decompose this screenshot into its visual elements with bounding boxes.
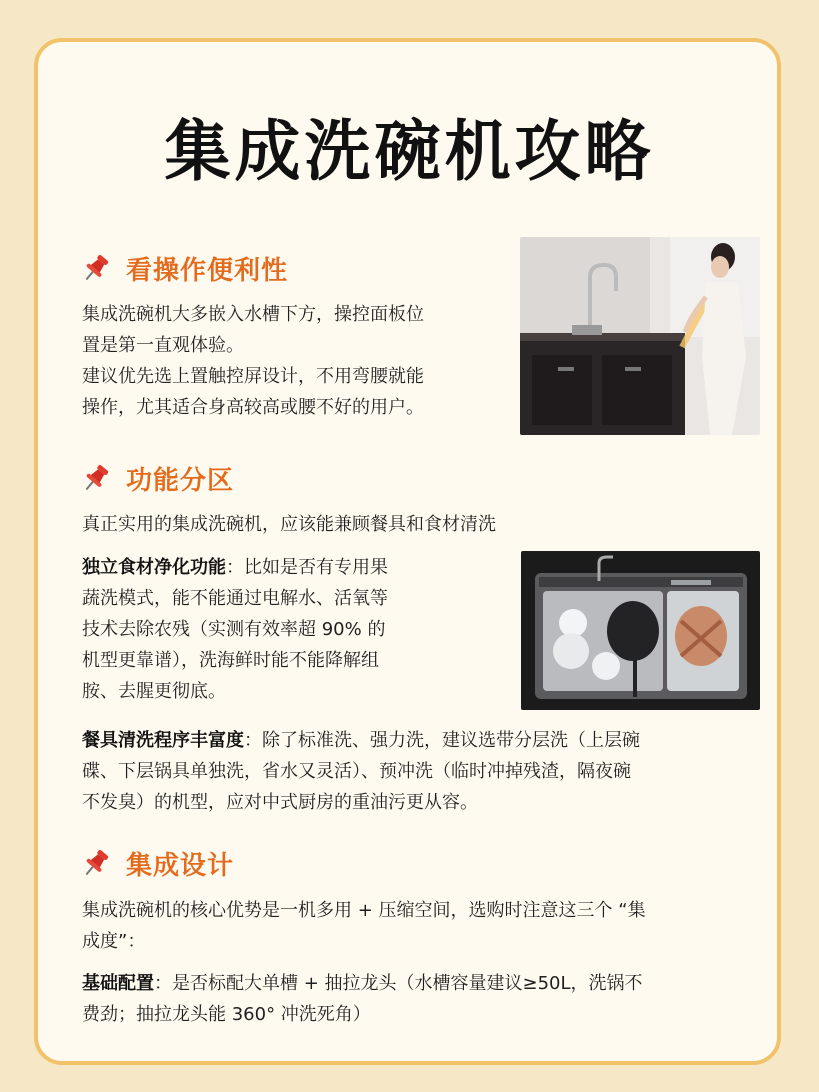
feature-label: 基础配置 bbox=[82, 973, 154, 994]
section-header-zones bbox=[80, 460, 234, 496]
text-line: 操作，尤其适合身高较高或腰不好的用户。 bbox=[82, 397, 424, 418]
section-intro: 真正实用的集成洗碗机，应该能兼顾餐具和食材清洗 bbox=[82, 514, 496, 535]
section-text bbox=[82, 299, 424, 423]
text-line: 集成洗碗机大多嵌入水槽下方，操控面板位 bbox=[82, 304, 424, 325]
text-span: ：比如是否有专用果 bbox=[226, 557, 388, 578]
text-line bbox=[82, 968, 643, 999]
page-title: 集成洗碗机攻略 bbox=[164, 113, 655, 190]
feature-label: 餐具清洗程序丰富度 bbox=[82, 730, 244, 751]
section-title: 集成设计 bbox=[126, 850, 235, 881]
pushpin-icon bbox=[80, 252, 112, 284]
feature-dish-programs bbox=[82, 725, 640, 818]
text-line: 成度”： bbox=[82, 931, 146, 952]
section-title: 看操作便利性 bbox=[126, 255, 289, 286]
text-line: 建议优先选上置触控屏设计，不用弯腰就能 bbox=[82, 366, 424, 387]
kitchen-sink-woman-photo bbox=[520, 237, 760, 435]
text-line: 碟、下层锅具单独洗，省水又灵活）、预冲洗（临时冲掉残渣，隔夜碗 bbox=[82, 761, 631, 782]
text-span: ：是否标配大单槽 + 抽拉龙头（水槽容量建议≥50L，洗锅不 bbox=[154, 973, 643, 994]
text-line bbox=[82, 552, 388, 583]
text-line: 费劲；抽拉龙头能 360° 冲洗死角） bbox=[82, 1004, 371, 1025]
section-header-convenience bbox=[80, 250, 288, 286]
section-text bbox=[82, 895, 646, 957]
text-line: 置是第一直观体验。 bbox=[82, 335, 244, 356]
pushpin-icon bbox=[80, 462, 112, 494]
section-title: 功能分区 bbox=[126, 465, 235, 496]
text-span: ：除了标准洗、强力洗，建议选带分层洗（上层碗 bbox=[244, 730, 640, 751]
section-header-integrated-design bbox=[80, 845, 234, 881]
text-line: 不发臭）的机型，应对中式厨房的重油污更从容。 bbox=[82, 792, 478, 813]
text-line: 蔬洗模式，能不能通过电解水、活氧等 bbox=[82, 588, 388, 609]
sink-with-dishes-photo bbox=[521, 551, 760, 710]
feature-basic-config bbox=[82, 968, 643, 1030]
feature-label: 独立食材净化功能 bbox=[82, 557, 226, 578]
text-line bbox=[82, 725, 640, 756]
feature-food-purification bbox=[82, 552, 388, 707]
text-line: 技术去除农残（实测有效率超 90% 的 bbox=[82, 619, 386, 640]
text-line: 机型更靠谱），洗海鲜时能不能降解组 bbox=[82, 650, 379, 671]
text-line: 胺、去腥更彻底。 bbox=[82, 681, 226, 702]
pushpin-icon bbox=[80, 847, 112, 879]
text-line: 集成洗碗机的核心优势是一机多用 + 压缩空间，选购时注意这三个 “集 bbox=[82, 900, 646, 921]
